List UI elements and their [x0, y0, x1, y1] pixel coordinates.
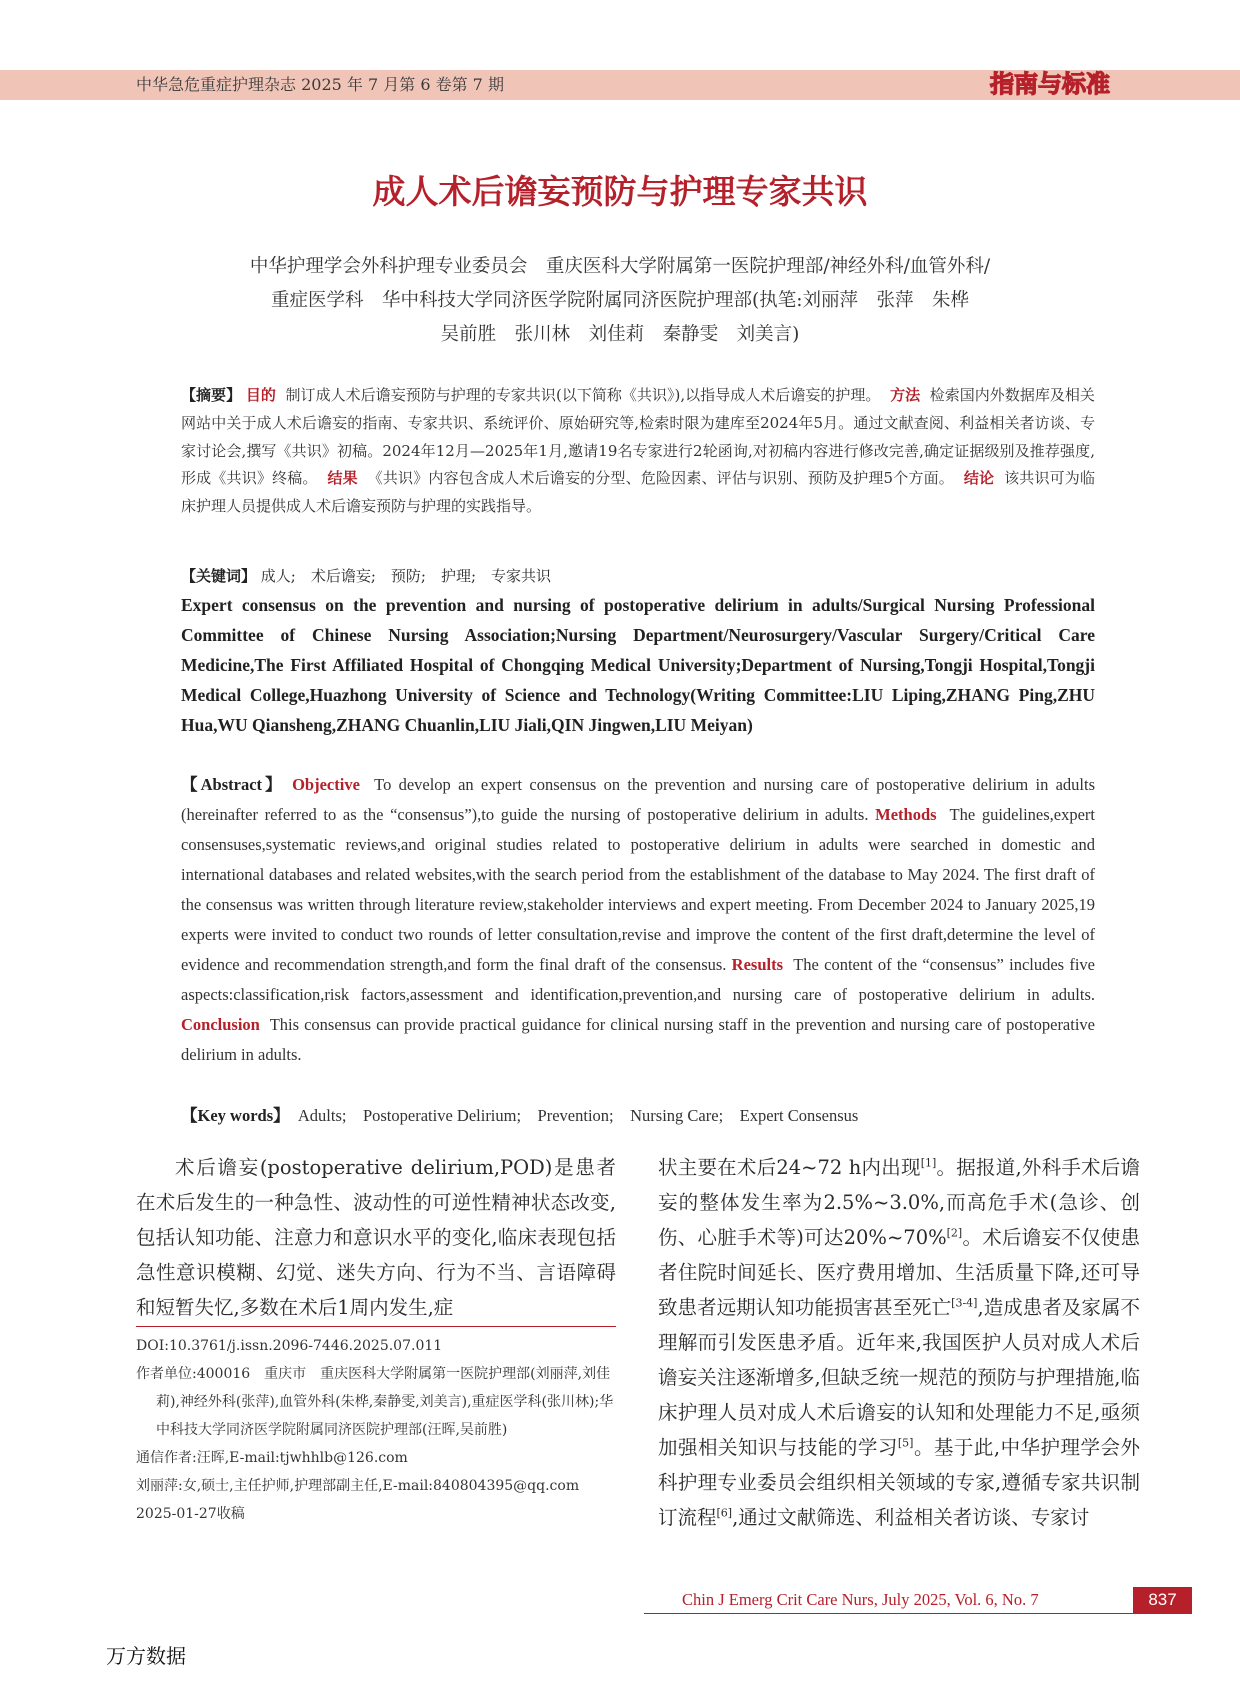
abstract-en-methods-label: Methods [875, 805, 937, 824]
abstract-cn-objective-label: 目的 [245, 386, 276, 404]
author-line-2: 重症医学科 华中科技大学同济医学院附属同济医院护理部(执笔:刘丽萍 张萍 朱桦 [271, 290, 969, 311]
abstract-cn-label: 【摘要】 [181, 386, 242, 404]
keywords-cn-label: 【关键词】 [181, 567, 257, 585]
abstract-en-results-label: Results [731, 955, 784, 974]
article-title: 成人术后谵妄预防与护理专家共识 [372, 172, 868, 211]
abstract-en-objective: To develop an expert consensus on the prevention and nursing care of postoperative delirium in adults (hereinafter referred to as the “consensus”),to guide the nursing of postoperative delirium in adults. [181, 775, 1096, 824]
abstract-cn-conclusion-label: 结论 [963, 469, 995, 488]
english-title-block: Expert consensus on the prevention and nursing of postoperative delirium in adults/Surgical Nursing Professional Committee of Chinese Nursing Association;Nursing Department/Neurosurgery/Vascular Surgery/Critical Care Medicine,The First Affiliated Hospital of Chongqing Medical University;Department of Nursing,Tongji Hospital,Tongji Medical College,Huazhong University of Science and Technology(Writing Committee:LIU Liping,ZHANG Ping,ZHU Hua,WU Qiansheng,ZHANG Chuanlin,LIU Jiali,QIN Jingwen,LIU Meiyan) [181, 595, 1095, 735]
abstract-cn-objective: 制订成人术后谵妄预防与护理的专家共识(以下简称《共识》),以指导成人术后谵妄的护理。 [285, 386, 881, 404]
abstract-cn [181, 382, 1095, 521]
footnote-divider [136, 1326, 616, 1327]
citation-ref-3: [3-4] [951, 1296, 978, 1310]
author-line-1: 中华护理学会外科护理专业委员会 重庆医科大学附属第一医院护理部/神经外科/血管外科/ [249, 256, 991, 277]
author-line-3: 吴前胜 张川林 刘佳莉 秦静雯 刘美言) [440, 324, 800, 345]
body-column-right [658, 1150, 1140, 1535]
keywords-cn-text: 成人; 术后谵妄; 预防; 护理; 专家共识 [260, 567, 552, 585]
abstract-cn-results: 《共识》内容包含成人术后谵妄的分型、危险因素、评估与识别、预防及护理5个方面。 [367, 469, 954, 488]
abstract-cn-methods: 检索国内外数据库及相关网站中关于成人术后谵妄的指南、专家共识、系统评价、原始研究等,检索时限为建库至2024年5月。通过文献查阅、利益相关者访谈、专家讨论会,撰写《共识》初稿。2024年12月—2025年1月,邀请19名专家进行2轮函询,对初稿内容进行修改完善,确定证据级别及推荐强度,形成《共识》终稿。 [181, 386, 1095, 488]
abstract-en-label: 【Abstract】 [181, 775, 285, 794]
body-text-1: 状主要在术后24~72 h内出现 [658, 1156, 921, 1179]
abstract-en-results: The content of the “consensus” includes five aspects:classification,risk factors,assessment and identification,prevention,and nursing care of postoperative delirium in adults. [181, 955, 1095, 1004]
footnotes [136, 1332, 616, 1528]
received-date: 2025-01-27收稿 [136, 1506, 245, 1522]
keywords-cn [181, 562, 1095, 590]
footer-divider [644, 1613, 1192, 1614]
footer-citation: Chin J Emerg Crit Care Nurs, July 2025, Vol. 6, No. 7 [682, 1590, 1039, 1609]
keywords-en-label: 【Key words】 [181, 1106, 290, 1125]
body-text-6: ,通过文献筛选、利益相关者访谈、专家讨 [732, 1506, 1090, 1529]
citation-ref-1: [1] [920, 1156, 937, 1170]
keywords-en-text: Adults; Postoperative Delirium; Prevention; Nursing Care; Expert Consensus [297, 1106, 859, 1125]
abstract-en [181, 770, 1095, 1070]
keywords-en [181, 1102, 1095, 1130]
abstract-cn-methods-label: 方法 [890, 386, 921, 404]
body-text-4: ,造成患者及家属不理解而引发医患矛盾。近年来,我国医护人员对成人术后谵妄关注逐渐增多,但缺乏统一规范的预防与护理措施,临床护理人员对成人术后谵妄的认知和处理能力不足,亟须加强相关知识与技能的学习 [658, 1296, 1140, 1459]
first-author-info: 刘丽萍:女,硕士,主任护师,护理部副主任,E-mail:840804395@qq.com [136, 1478, 580, 1494]
abstract-en-methods: The guidelines,expert consensuses,systematic reviews,and original studies related to postoperative delirium in adults were searched in domestic and international databases and related websites,with the search period from the establishment of the database to May 2024. The first draft of the consensus was written through literature review,stakeholder interviews and expert meeting. From December 2024 to January 2025,19 experts were invited to conduct two rounds of letter consultation,revise and improve the content of the first draft,determine the level of evidence and recommendation strength,and form the final draft of the consensus. [181, 805, 1096, 974]
section-label: 指南与标准 [990, 70, 1110, 98]
body-text-2: 。据报道,外科手术后谵妄的整体发生率为2.5%~3.0%,而高危手术(急诊、创伤、心脏手术等)可达20%~70% [658, 1156, 1140, 1249]
body-text-5: 。基于此,中华护理学会外科护理专业委员会组织相关领域的专家,遵循专家共识制订流程 [658, 1436, 1140, 1529]
watermark: 万方数据 [106, 1644, 186, 1668]
body-column-left: 术后谵妄(postoperative delirium,POD)是患者在术后发生的一种急性、波动性的可逆性精神状态改变,包括认知功能、注意力和意识水平的变化,临床表现包括急性意识模糊、幻觉、迷失方向、行为不当、言语障碍和短暂失忆,多数在术后1周内发生,症 [136, 1156, 616, 1319]
citation-ref-4: [5] [897, 1436, 914, 1450]
doi: DOI:10.3761/j.issn.2096-7446.2025.07.011 [136, 1338, 443, 1354]
abstract-en-conclusion: This consensus can provide practical guidance for clinical nursing staff in the prevention and nursing care of postoperative delirium in adults. [181, 1015, 1096, 1064]
abstract-cn-results-label: 结果 [327, 469, 358, 488]
abstract-cn-conclusion: 该共识可为临床护理人员提供成人术后谵妄预防与护理的实践指导。 [181, 469, 1095, 516]
corresponding-author: 通信作者:汪晖,E-mail:tjwhhlb@126.com [136, 1450, 408, 1466]
page-number: 837 [1133, 1587, 1192, 1613]
journal-issue-line: 中华急危重症护理杂志 2025 年 7 月第 6 卷第 7 期 [136, 75, 504, 94]
abstract-en-objective-label: Objective [292, 775, 360, 794]
citation-ref-5: [6] [716, 1506, 733, 1520]
citation-ref-2: [2] [946, 1226, 963, 1240]
body-text-3: 。术后谵妄不仅使患者住院时间延长、医疗费用增加、生活质量下降,还可导致患者远期认知功能损害甚至死亡 [658, 1226, 1140, 1319]
author-affiliation: 作者单位:400016 重庆市 重庆医科大学附属第一医院护理部(刘丽萍,刘佳莉),神经外科(张萍),血管外科(朱桦,秦静雯,刘美言),重症医学科(张川林);华中科技大学同济医学院附属同济医院护理部(汪晖,吴前胜) [136, 1366, 614, 1438]
abstract-en-conclusion-label: Conclusion [181, 1015, 260, 1034]
